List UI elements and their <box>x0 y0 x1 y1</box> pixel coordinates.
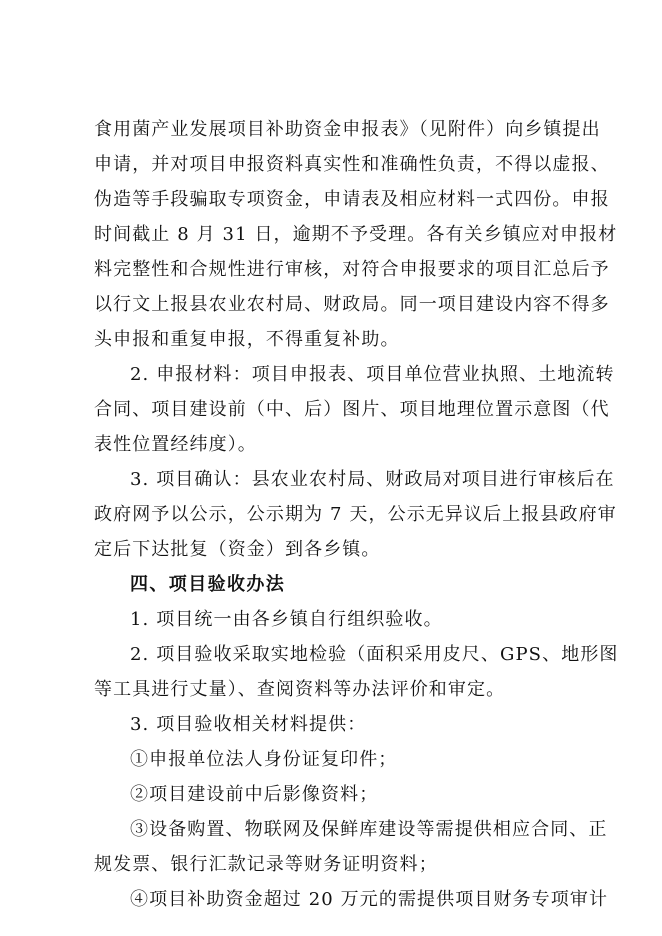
text-line: 3. 项目确认：县农业农村局、财政局对项目进行审核后在 <box>130 469 615 490</box>
section-heading: 四、项目验收办法 <box>130 574 286 595</box>
text-line: 合同、项目建设前（中、后）图片、项目地理位置示意图（代 <box>94 399 610 420</box>
text-line: 以行文上报县农业农村局、财政局。同一项目建设内容不得多 <box>94 294 610 315</box>
text-line: 2. 申报材料：项目申报表、项目单位营业执照、土地流转 <box>130 364 615 385</box>
text-line: 2. 项目验收采取实地检验（面积采用皮尺、GPS、地形图 <box>130 644 619 665</box>
text-line: 规发票、银行汇款记录等财务证明资料； <box>94 854 438 875</box>
text-line: 申请，并对项目申报资料真实性和准确性负责，不得以虚报、 <box>94 154 610 175</box>
list-item: ①申报单位法人身份证复印件； <box>130 749 398 770</box>
text-line: 3. 项目验收相关材料提供： <box>130 714 367 735</box>
text-line: 头申报和重复申报，不得重复补助。 <box>94 329 400 350</box>
text-line: 表性位置经纬度）。 <box>94 434 257 455</box>
list-item: ②项目建设前中后影像资料； <box>130 784 379 805</box>
text-line: 政府网予以公示，公示期为 7 天，公示无异议后上报县政府审 <box>94 504 617 525</box>
text-line: 食用菌产业发展项目补助资金申报表》（见附件）向乡镇提出 <box>94 119 601 140</box>
list-item: ③设备购置、物联网及保鲜库建设等需提供相应合同、正 <box>130 819 608 840</box>
text-line: 料完整性和合规性进行审核，对符合申报要求的项目汇总后予 <box>94 259 610 280</box>
text-line: 时间截止 8 月 31 日，逾期不予受理。各有关乡镇应对申报材 <box>94 224 618 245</box>
text-line: 定后下达批复（资金）到各乡镇。 <box>94 539 381 560</box>
list-item: ④项目补助资金超过 20 万元的需提供项目财务专项审计 <box>130 889 609 910</box>
text-line: 伪造等手段骗取专项资金，申请表及相应材料一式四份。申报 <box>94 189 610 210</box>
text-line: 1. 项目统一由各乡镇自行组织验收。 <box>130 609 443 630</box>
text-line: 等工具进行丈量）、查阅资料等办法评价和审定。 <box>94 679 506 700</box>
